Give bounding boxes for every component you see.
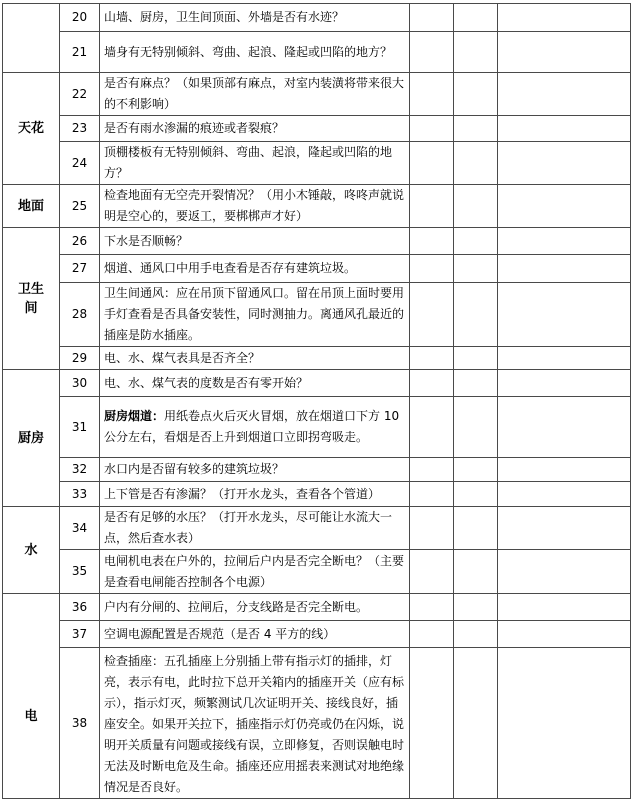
remark-cell <box>498 228 631 255</box>
table-row <box>3 347 631 370</box>
table-row <box>3 370 631 397</box>
remark-cell <box>498 550 631 594</box>
remark-cell <box>498 142 631 185</box>
item-text: 是否有足够的水压？（打开水龙头，尽可能让水流大一点，然后查水表） <box>100 507 410 550</box>
item-number: 22 <box>60 73 100 116</box>
inspection-checklist-table <box>2 3 631 799</box>
table-row <box>3 482 631 507</box>
item-text: 电、水、煤气表的度数是否有零开始？ <box>100 370 410 397</box>
item-text: 是否有麻点？（如果顶部有麻点，对室内装潢将带来很大的不利影响） <box>100 73 410 116</box>
item-text: 电闸机电表在户外的，拉闸后户内是否完全断电？（主要是查看电闸能否控制各个电源） <box>100 550 410 594</box>
category-cell-wall <box>3 4 60 73</box>
item-number: 33 <box>60 482 100 507</box>
table-row <box>3 255 631 283</box>
item-number: 37 <box>60 621 100 648</box>
check-cell <box>410 621 454 648</box>
check-cell <box>454 594 498 621</box>
item-number: 34 <box>60 507 100 550</box>
item-body: 用纸卷点火后灭火冒烟，放在烟道口下方 10 公分左右，看烟是否上升到烟道口立即拐弯吸走。 <box>104 409 400 444</box>
remark-cell <box>498 185 631 228</box>
check-cell <box>410 255 454 283</box>
table-row <box>3 550 631 594</box>
check-cell <box>410 228 454 255</box>
check-cell <box>410 594 454 621</box>
table-row <box>3 594 631 621</box>
item-number: 27 <box>60 255 100 283</box>
item-number: 30 <box>60 370 100 397</box>
item-number: 21 <box>60 32 100 73</box>
remark-cell <box>498 73 631 116</box>
category-ceiling: 天花 <box>3 73 60 185</box>
remark-cell <box>498 347 631 370</box>
check-cell <box>410 482 454 507</box>
item-lead: 厨房烟道： <box>104 409 165 423</box>
item-text: 墙身有无特别倾斜、弯曲、起浪、隆起或凹陷的地方？ <box>100 32 410 73</box>
remark-cell <box>498 621 631 648</box>
table-row <box>3 116 631 142</box>
check-cell <box>454 116 498 142</box>
item-text: 空调电源配置是否规范（是否 4 平方的线） <box>100 621 410 648</box>
check-cell <box>410 185 454 228</box>
item-text: 是否有雨水渗漏的痕迹或者裂痕？ <box>100 116 410 142</box>
item-number: 20 <box>60 4 100 32</box>
item-text: 卫生间通风：应在吊顶下留通风口。留在吊顶上面时要用手灯查看是否具备安装性，同时测抽力。离通风孔最近的插座是防水插座。 <box>100 283 410 347</box>
table-row <box>3 228 631 255</box>
check-cell <box>454 347 498 370</box>
item-number: 35 <box>60 550 100 594</box>
check-cell <box>454 283 498 347</box>
check-cell <box>454 228 498 255</box>
check-cell <box>454 458 498 482</box>
table-row <box>3 283 631 347</box>
remark-cell <box>498 507 631 550</box>
table-row <box>3 185 631 228</box>
remark-cell <box>498 594 631 621</box>
check-cell <box>454 621 498 648</box>
check-cell <box>454 73 498 116</box>
item-text: 户内有分闸的、拉闸后，分支线路是否完全断电。 <box>100 594 410 621</box>
category-bathroom-label: 卫生间 <box>18 281 45 316</box>
table-row <box>3 73 631 116</box>
remark-cell <box>498 283 631 347</box>
check-cell <box>454 507 498 550</box>
category-water: 水 <box>3 507 60 594</box>
check-cell <box>410 347 454 370</box>
check-cell <box>454 185 498 228</box>
check-cell <box>454 4 498 32</box>
item-text: 上下管是否有渗漏？（打开水龙头，查看各个管道） <box>100 482 410 507</box>
remark-cell <box>498 255 631 283</box>
item-number: 23 <box>60 116 100 142</box>
check-cell <box>454 370 498 397</box>
check-cell <box>410 458 454 482</box>
item-text <box>100 397 410 458</box>
table-row <box>3 648 631 799</box>
item-text: 电、水、煤气表具是否齐全？ <box>100 347 410 370</box>
remark-cell <box>498 32 631 73</box>
check-cell <box>454 550 498 594</box>
remark-cell <box>498 370 631 397</box>
remark-cell <box>498 116 631 142</box>
category-bathroom <box>3 228 60 370</box>
check-cell <box>454 32 498 73</box>
check-cell <box>410 73 454 116</box>
check-cell <box>410 283 454 347</box>
check-cell <box>454 648 498 799</box>
item-number: 25 <box>60 185 100 228</box>
item-number: 29 <box>60 347 100 370</box>
table-row <box>3 397 631 458</box>
item-number: 38 <box>60 648 100 799</box>
remark-cell <box>498 482 631 507</box>
check-cell <box>410 370 454 397</box>
check-cell <box>410 142 454 185</box>
remark-cell <box>498 458 631 482</box>
item-text: 顶棚楼板有无特别倾斜、弯曲、起浪，隆起或凹陷的地方？ <box>100 142 410 185</box>
item-number: 31 <box>60 397 100 458</box>
table-row <box>3 507 631 550</box>
category-kitchen: 厨房 <box>3 370 60 507</box>
table-row <box>3 4 631 32</box>
check-cell <box>454 142 498 185</box>
item-text: 水口内是否留有较多的建筑垃圾？ <box>100 458 410 482</box>
check-cell <box>454 397 498 458</box>
check-cell <box>410 116 454 142</box>
table-row <box>3 142 631 185</box>
check-cell <box>410 507 454 550</box>
check-cell <box>454 482 498 507</box>
remark-cell <box>498 4 631 32</box>
item-text: 烟道、通风口中用手电查看是否存有建筑垃圾。 <box>100 255 410 283</box>
item-text: 下水是否顺畅？ <box>100 228 410 255</box>
item-number: 26 <box>60 228 100 255</box>
table-row <box>3 458 631 482</box>
item-number: 28 <box>60 283 100 347</box>
item-number: 24 <box>60 142 100 185</box>
check-cell <box>410 397 454 458</box>
remark-cell <box>498 397 631 458</box>
check-cell <box>454 255 498 283</box>
item-text: 山墙、厨房，卫生间顶面、外墙是否有水迹？ <box>100 4 410 32</box>
table-row <box>3 32 631 73</box>
category-electric-label: 电 <box>24 708 38 724</box>
item-number: 36 <box>60 594 100 621</box>
item-text: 检查插座：五孔插座上分别插上带有指示灯的插排，灯亮，表示有电，此时拉下总开关箱内的插座开关（应有标示），指示灯灭，频繁测试几次证明开关、接线良好，插座安全。如果开关拉下，插座指示灯仍亮或仍在闪烁，说明开关质量有问题或接线有误，立即修复，否则误触电时无法及时断电危及生命。插座还应用摇表来测试对地绝缘情况是否良好。 <box>100 648 410 799</box>
item-number: 32 <box>60 458 100 482</box>
item-text: 检查地面有无空壳开裂情况？（用小木锤敲，咚咚声就说明是空心的，要返工，要梆梆声才好） <box>100 185 410 228</box>
check-cell <box>410 4 454 32</box>
category-electric <box>3 594 60 799</box>
table-row <box>3 621 631 648</box>
remark-cell <box>498 648 631 799</box>
check-cell <box>410 648 454 799</box>
category-floor: 地面 <box>3 185 60 228</box>
check-cell <box>410 550 454 594</box>
check-cell <box>410 32 454 73</box>
